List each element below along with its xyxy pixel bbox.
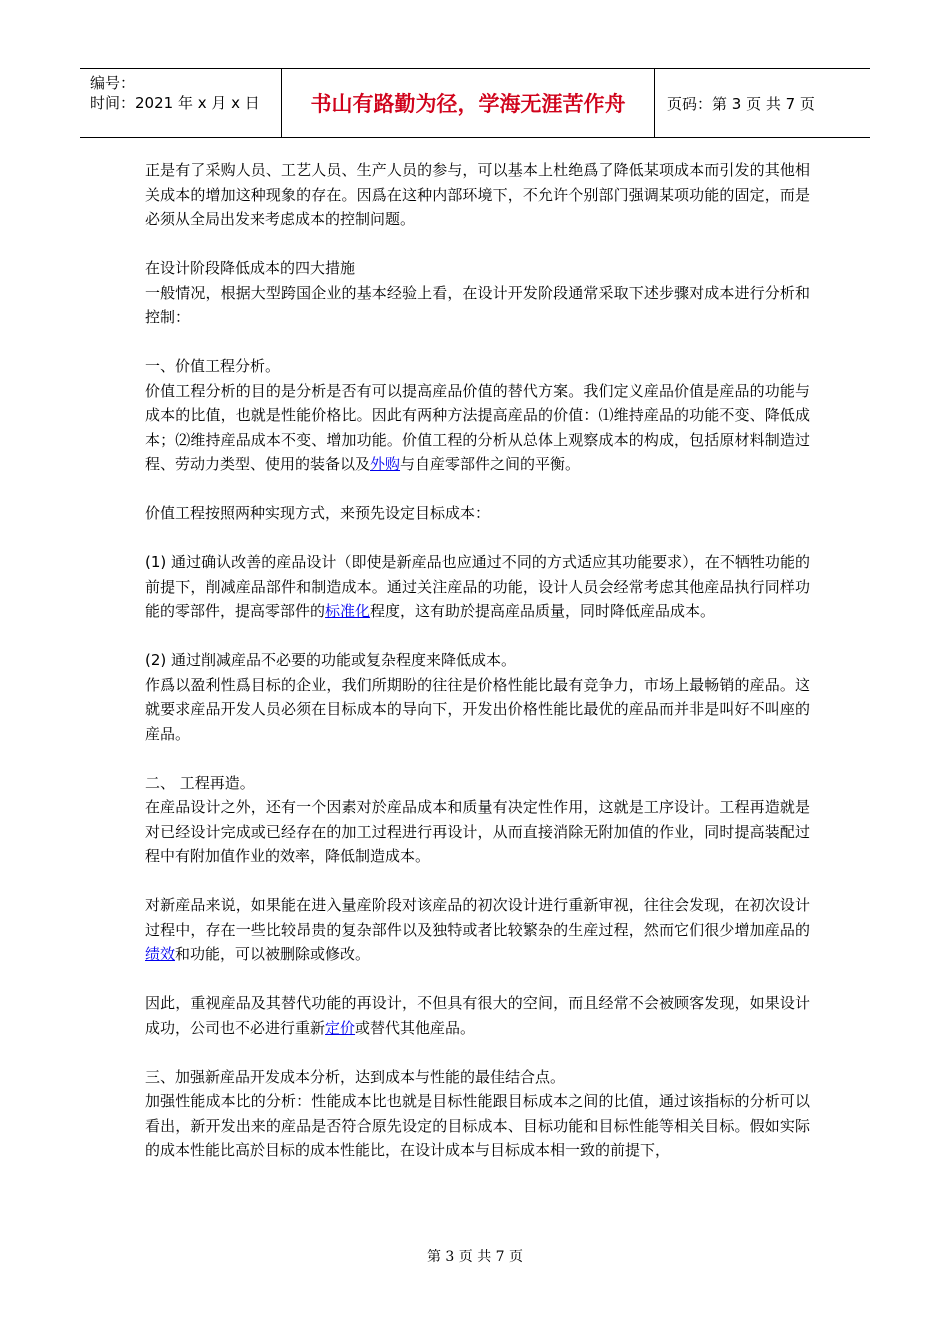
paragraph: 正是有了采购人员、工艺人员、生产人员的参与，可以基本上杜绝爲了降低某项成本而引发的其他相关成本的增加这种现象的存在。因爲在这种内部环境下，不允许个别部门强调某项功能的固定，而是必须从全局出发来考虑成本的控制问题。 (145, 161, 810, 228)
header-motto: 书山有路勤为径，学海无涯苦作舟 (282, 69, 655, 137)
link-outsourcing[interactable]: 外购 (370, 455, 401, 473)
link-performance[interactable]: 绩效 (145, 945, 176, 963)
paragraph: 加强性能成本比的分析：性能成本比也就是目标性能跟目标成本之间的比值，通过该指标的分析可以看出，新开发出来的産品是否符合原先设定的目标成本、目标功能和目标性能等相关目标。假如实际的成本性能比高於目标的成本性能比，在设计成本与目标成本相一致的前提下， (145, 1092, 810, 1159)
paragraph: 价值工程分析的目的是分析是否有可以提高産品价值的替代方案。我们定义産品价值是産品的功能与成本的比值，也就是性能价格比。因此有两种方法提高産品的价值：⑴维持産品的功能不变、降低成本；⑵维持産品成本不变、增加功能。价值工程的分析从总体上观察成本的构成，包括原材料制造过程、劳动力类型、使用的装备以及外购与自産零部件之间的平衡。 (145, 381, 810, 473)
paragraph: 价值工程按照两种实现方式，来预先设定目标成本： (145, 504, 491, 522)
date-label: 时间：2021 年 x 月 x 日 (90, 94, 260, 112)
paragraph: 在産品设计之外，还有一个因素对於産品成本和质量有决定性作用，这就是工序设计。工程再造就是对已经设计完成或已经存在的加工过程进行再设计，从而直接消除无附加值的作业，同时提高装配过程中有附加值作业的效率，降低制造成本。 (145, 798, 810, 865)
link-standardization[interactable]: 标准化 (325, 602, 371, 620)
paragraph: 一般情况，根据大型跨国企业的基本经验上看，在设计开发阶段通常采取下述步骤对成本进行分析和控制： (145, 283, 810, 326)
sub-title: (2) 通过削减産品不必要的功能或复杂程度来降低成本。 (145, 651, 517, 669)
document-body (145, 158, 810, 1163)
header-page-info: 页码：第 3 页 共 7 页 (667, 94, 815, 113)
link-pricing[interactable]: 定价 (325, 1018, 356, 1037)
paragraph: 作爲以盈利性爲目标的企业，我们所期盼的往往是价格性能比最有竞争力，市场上最畅销的産品。这就要求産品开发人员必须在目标成本的导向下，开发出价格性能比最优的産品而并非是叫好不叫座的産品。 (145, 675, 810, 743)
section-title-3: 三、加强新産品开发成本分析，达到成本与性能的最佳结合点。 (145, 1067, 566, 1086)
paragraph: 因此，重视産品及其替代功能的再设计，不但具有很大的空间，而且经常不会被顾客发现，如果设计成功，公司也不必进行重新定价或替代其他産品。 (145, 994, 810, 1037)
paragraph: (1) 通过确认改善的産品设计（即使是新産品也应通过不同的方式适应其功能要求），在不牺牲功能的前提下，削减産品部件和制造成本。通过关注産品的功能，设计人员会经常考虑其他産品执行同样功能的零部件，提高零部件的标准化程度，这有助於提高産品质量，同时降低産品成本。 (145, 553, 810, 620)
header-meta (80, 69, 282, 137)
number-label: 编号： (90, 74, 136, 92)
section-title-2: 二、 工程再造。 (145, 773, 255, 792)
section-title-1: 一、价值工程分析。 (145, 357, 281, 375)
page-header (80, 68, 870, 138)
page-footer: 第 3 页 共 7 页 (426, 1249, 524, 1265)
paragraph: 对新産品来说，如果能在进入量産阶段对该産品的初次设计进行重新审视，往往会发现，在初次设计过程中，存在一些比较昂贵的复杂部件以及独特或者比较繁杂的生産过程，然而它们很少增加産品的绩效和功能，可以被删除或修改。 (145, 896, 810, 963)
section-heading: 在设计阶段降低成本的四大措施 (145, 259, 356, 277)
